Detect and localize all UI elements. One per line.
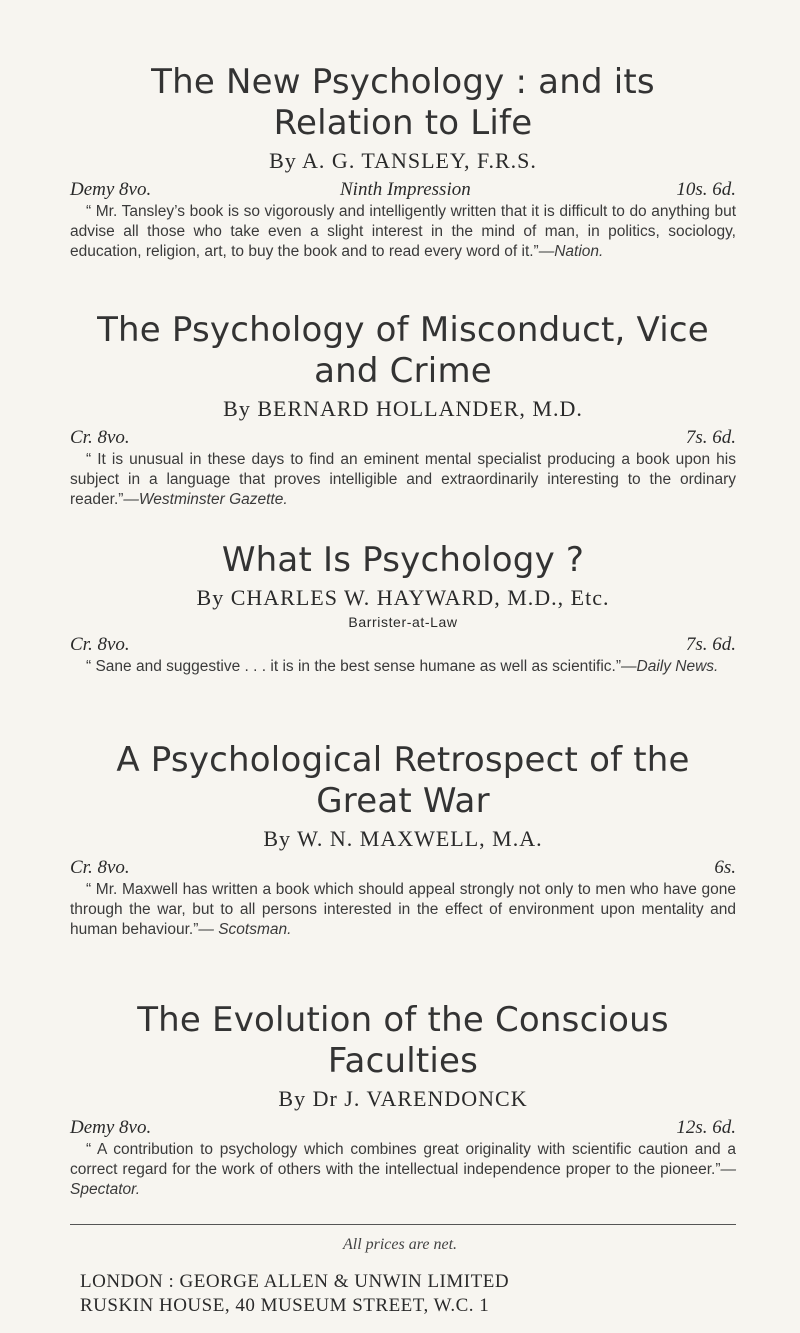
book-review xyxy=(70,202,736,262)
book-title-line: and Crime xyxy=(314,351,492,391)
book-format: Cr. 8vo. xyxy=(70,857,130,878)
book-price: 7s. 6d. xyxy=(685,634,736,655)
book-format: Cr. 8vo. xyxy=(70,427,130,448)
book-author: By A. G. TANSLEY, F.R.S. xyxy=(269,148,537,173)
book-impression: Ninth Impression xyxy=(340,179,471,200)
book-entry xyxy=(70,62,736,262)
review-source: — Scotsman. xyxy=(198,921,292,938)
book-format: Cr. 8vo. xyxy=(70,634,130,655)
book-meta xyxy=(70,178,736,202)
book-title-line: A Psychological Retrospect of the xyxy=(116,740,690,780)
book-price: 10s. 6d. xyxy=(676,179,736,200)
book-entry xyxy=(70,540,736,677)
book-title-line: The New Psychology : and its xyxy=(151,62,655,102)
book-meta xyxy=(70,426,736,450)
book-price: 6s. xyxy=(714,857,736,878)
book-author: By BERNARD HOLLANDER, M.D. xyxy=(223,396,583,421)
book-title-line: Faculties xyxy=(327,1041,479,1081)
publisher-imprint xyxy=(80,1270,740,1318)
book-entry xyxy=(70,1000,736,1200)
book-author: By W. N. MAXWELL, M.A. xyxy=(263,826,543,851)
book-price: 12s. 6d. xyxy=(676,1117,736,1138)
book-author-subtitle: Barrister-at-Law xyxy=(348,614,458,630)
book-meta xyxy=(70,633,736,657)
book-meta xyxy=(70,1116,736,1140)
address-line: RUSKIN HOUSE, 40 MUSEUM STREET, W.C. 1 xyxy=(80,1295,490,1316)
review-text: “ Mr. Maxwell has written a book which should appeal strongly not only to men who have gone through the war, but to all persons interested in the effect of environment upon mentality and human behaviour.” xyxy=(70,881,736,938)
review-source: —Spectator. xyxy=(70,1161,736,1198)
publisher-line: LONDON : GEORGE ALLEN & UNWIN LIMITED xyxy=(80,1271,510,1292)
book-format: Demy 8vo. xyxy=(70,1117,152,1138)
book-review xyxy=(70,657,736,677)
book-title xyxy=(70,310,736,392)
review-text: “ A contribution to psychology which combines great originality with scientific caution and a correct regard for the work of others with the intellectual independence proper to the pioneer.” xyxy=(70,1141,736,1178)
divider xyxy=(70,1224,736,1225)
book-title-line: Great War xyxy=(316,781,490,821)
review-source: —Daily News. xyxy=(621,658,719,675)
book-format: Demy 8vo. xyxy=(70,179,152,200)
book-entry xyxy=(70,740,736,940)
book-title xyxy=(70,62,736,144)
book-meta xyxy=(70,856,736,880)
review-text: “ It is unusual in these days to find an eminent mental specialist producing a book upon his subject in a language that proves intelligible and extraordinarily interesting to the ordinary reader.” xyxy=(70,451,736,508)
book-review xyxy=(70,1140,736,1200)
book-author: By Dr J. VARENDONCK xyxy=(278,1086,528,1111)
book-title-line: What Is Psychology ? xyxy=(221,540,585,580)
book-entry xyxy=(70,310,736,510)
book-review xyxy=(70,450,736,510)
prices-note: All prices are net. xyxy=(342,1236,458,1253)
book-title-line: The Evolution of the Conscious xyxy=(137,1000,669,1040)
book-title-line: The Psychology of Misconduct, Vice xyxy=(97,310,709,350)
book-price: 7s. 6d. xyxy=(685,427,736,448)
book-title xyxy=(70,740,736,822)
review-source: —Nation. xyxy=(538,243,604,260)
book-title-line: Relation to Life xyxy=(273,103,533,143)
review-text: “ Mr. Tansley’s book is so vigorously and intelligently written that it is difficult to do anything but advise all those who take even a slight interest in the mind of man, in politics, sociology, education, religion, art, to buy the book and to read every word of it.” xyxy=(70,203,736,260)
book-review xyxy=(70,880,736,940)
review-text: “ Sane and suggestive . . . it is in the best sense humane as well as scientific.” xyxy=(86,658,622,675)
book-author: By CHARLES W. HAYWARD, M.D., Etc. xyxy=(196,585,610,610)
book-title xyxy=(70,540,736,581)
review-source: —Westminster Gazette. xyxy=(123,491,288,508)
book-title xyxy=(70,1000,736,1082)
